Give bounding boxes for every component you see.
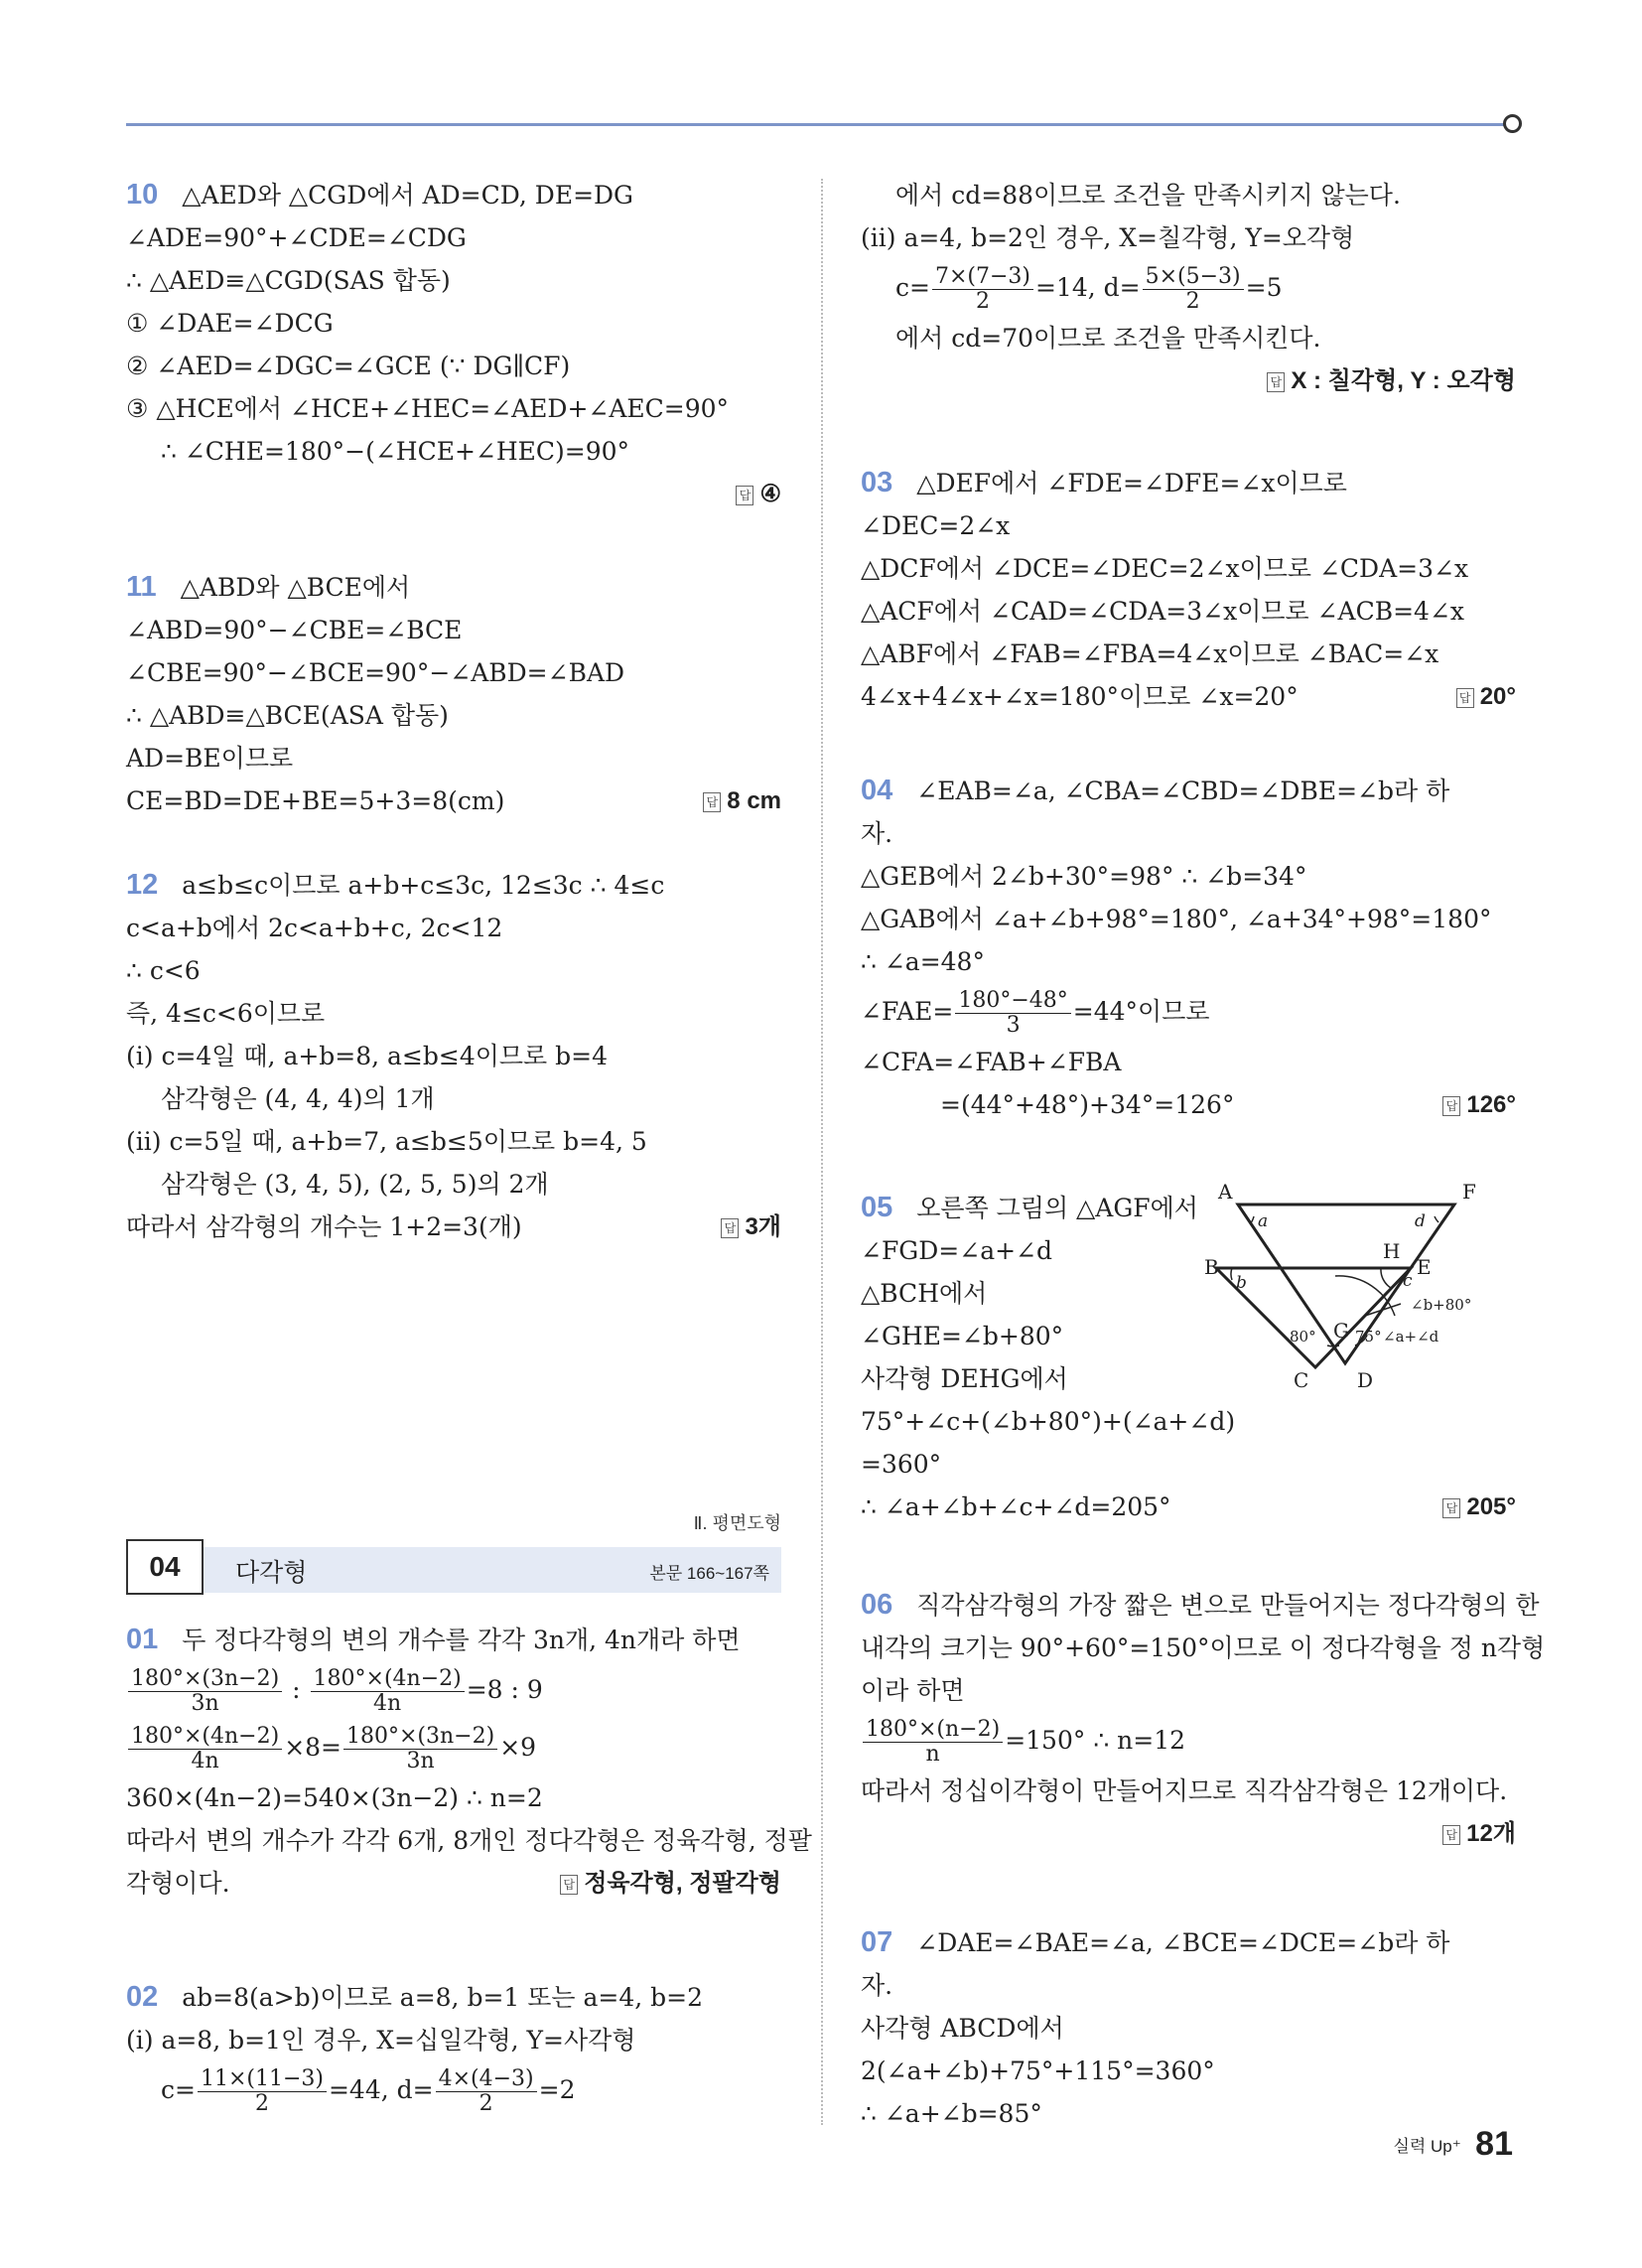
top-rule [126, 123, 1514, 126]
equation-line: c= $\frac{11\times(11-3)}{2}$ =44, d= $\frac{4\times(4-3)}{2}$ =2 [161, 2066, 576, 2116]
text-line: 사각형 DEHG에서 [861, 1364, 1068, 1393]
fraction: $\frac{180^\circ\times(4n-2)}{4n}$ [128, 1725, 282, 1773]
answer: 답 20° [1456, 675, 1516, 718]
equation-line: c= $\frac{7\times(7-3)}{2}$ =14, d= $\frac{5\times(5-3)}{2}$ =5 [895, 264, 1283, 314]
text-line: (ⅱ) c=5일 때, a+b=7, a≤b≤5이므로 b=4, 5 [126, 1127, 647, 1156]
fraction: $\frac{4\times(4-3)}{2}$ [436, 2067, 537, 2116]
text-line: ∠CBE=90°−∠BCE=90°−∠ABD=∠BAD [126, 658, 625, 687]
problem-number: 02 [126, 1981, 159, 2013]
text-line: ab=8(a>b)이므로 a=8, b=1 또는 a=4, b=2 [182, 1983, 703, 2012]
problem-number: 04 [861, 775, 893, 806]
angle-label: a [1258, 1211, 1269, 1231]
text-line: △DCF에서 ∠DCE=∠DEC=2∠x이므로 ∠CDA=3∠x [861, 554, 1469, 583]
text-line: ∴ △ABD≡△BCE(ASA 합동) [126, 701, 449, 730]
text-line: ∴ ∠a+∠b=85° [861, 2099, 1042, 2128]
section-page-ref: 본문 166~167쪽 [649, 1564, 769, 1583]
answer-icon: 답 [1442, 1096, 1460, 1116]
text-line: (ⅰ) a=8, b=1인 경우, X=십일각형, Y=사각형 [126, 2026, 636, 2055]
answer: 답 126° [1442, 1083, 1516, 1126]
problem-02-continued [861, 174, 1516, 402]
text-line: ∠CFA=∠FAB+∠FBA [861, 1048, 1122, 1076]
text-line: 두 정다각형의 변의 개수를 각각 3n개, 4n개라 하면 [182, 1626, 741, 1654]
text-line: 삼각형은 (3, 4, 5), (2, 5, 5)의 2개 [161, 1170, 549, 1199]
text-line: 360×(4n−2)=540×(3n−2) ∴ n=2 [126, 1783, 543, 1812]
answer: 답 8 cm [703, 780, 781, 822]
page-number: 81 [1475, 2125, 1513, 2163]
fraction: $\frac{11\times(11-3)}{2}$ [198, 2067, 327, 2116]
angle-80-arc [1327, 1346, 1339, 1347]
unit-label: Ⅱ. 평면도형 [693, 1513, 781, 1533]
answer-icon: 답 [736, 486, 753, 505]
text-line: 자. [861, 1971, 893, 2000]
angle-label: 80° [1290, 1328, 1316, 1346]
answer: 답 X : 칠각형, Y : 오각형 [861, 359, 1516, 402]
problem-06 [861, 1584, 1546, 1855]
angle-label: b [1236, 1273, 1247, 1293]
text-line: 즉, 4≤c<6이므로 [126, 999, 326, 1028]
problem-12 [126, 864, 781, 1248]
angle-label: ∠a+∠d [1383, 1328, 1439, 1346]
problem-number: 07 [861, 1926, 893, 1958]
text-line: 각형이다. 답 정육각형, 정팔각형 [126, 1862, 781, 1905]
column-divider [821, 179, 823, 2125]
triangle-figure [1204, 1177, 1534, 1395]
vertex-label: G [1333, 1319, 1349, 1343]
text-line: ∠DAE=∠BAE=∠a, ∠BCE=∠DCE=∠b라 하 [916, 1928, 1450, 1957]
text-line: ∴ △AED≡△CGD(SAS 합동) [126, 266, 451, 295]
text-line: ∠FGD=∠a+∠d [861, 1236, 1053, 1265]
answer: 답 12개 [861, 1812, 1516, 1855]
text-line: △ABD와 △BCE에서 [180, 573, 411, 602]
answer-icon: 답 [1456, 688, 1474, 708]
answer-icon: 답 [703, 792, 721, 812]
vertex-label: B [1204, 1255, 1219, 1279]
text-line: 에서 cd=70이므로 조건을 만족시킨다. [895, 324, 1321, 353]
angle-label: ∠b+80° [1411, 1296, 1472, 1314]
text-line: 삼각형은 (4, 4, 4)의 1개 [161, 1084, 435, 1113]
text-line: 따라서 변의 개수가 각각 6개, 8개인 정다각형은 정육각형, 정팔 [126, 1826, 812, 1855]
problem-04 [861, 770, 1516, 1126]
vertex-label: C [1294, 1368, 1309, 1392]
text-line: 사각형 ABCD에서 [861, 2014, 1064, 2043]
text-line: ∴ ∠a=48° [861, 947, 985, 976]
section-header [126, 1509, 781, 1599]
problem-number: 03 [861, 467, 893, 498]
text-line: ∴ ∠CHE=180°−(∠HCE+∠HEC)=90° [161, 437, 630, 466]
problem-10 [126, 174, 781, 515]
answer: 답 ④ [126, 473, 781, 515]
angle-label: 75° [1355, 1328, 1382, 1346]
text-line: ∠GHE=∠b+80° [861, 1322, 1064, 1350]
problem-number: 11 [126, 571, 157, 603]
section-title: 다각형 [235, 1559, 308, 1587]
fraction: $\frac{7\times(7-3)}{2}$ [932, 265, 1033, 314]
top-rule-dot [1503, 114, 1522, 133]
text-line: 오른쪽 그림의 △AGF에서 [916, 1194, 1198, 1222]
angle-label: d [1415, 1211, 1426, 1231]
text-line: 이라 하면 [861, 1676, 965, 1705]
answer-icon: 답 [1442, 1825, 1460, 1845]
answer: 답 정육각형, 정팔각형 [560, 1862, 781, 1905]
vertex-label: D [1357, 1368, 1374, 1392]
text-line: 에서 cd=88이므로 조건을 만족시키지 않는다. [895, 181, 1401, 210]
angle-label: c [1403, 1271, 1413, 1291]
text-line: 2(∠a+∠b)+75°+115°=360° [861, 2056, 1215, 2085]
text-line: 직각삼각형의 가장 짧은 변으로 만들어지는 정다각형의 한 [916, 1591, 1540, 1620]
problem-01 [126, 1619, 812, 1905]
fraction: $\frac{180^\circ\times(4n-2)}{4n}$ [311, 1667, 465, 1716]
answer-icon: 답 [1442, 1498, 1460, 1518]
equation-line: ∠FAE= $\frac{180^\circ-48^\circ}{3}$ =44°이므로 [861, 988, 1210, 1038]
text-line: =360° [861, 1450, 942, 1479]
section-number: 04 [126, 1539, 204, 1595]
text-line: (ⅱ) a=4, b=2인 경우, X=칠각형, Y=오각형 [861, 223, 1355, 252]
angle-c-arc [1381, 1268, 1391, 1288]
equation-line: $\frac{180^\circ\times(n-2)}{n}$ =150° ∴ n=12 [861, 1712, 1516, 1770]
answer: 답 205° [1442, 1486, 1516, 1528]
text-line: ① ∠DAE=∠DCG [126, 309, 334, 338]
brand-label: 실력 Up⁺ [1393, 2137, 1461, 2156]
vertex-label: H [1383, 1239, 1401, 1263]
problem-number: 10 [126, 179, 159, 211]
text-line: △ABF에서 ∠FAB=∠FBA=4∠x이므로 ∠BAC=∠x [861, 639, 1439, 668]
equation-line: $\frac{180^\circ\times(3n-2)}{3n}$ : $\frac{180^\circ\times(4n-2)}{4n}$ =8 : 9 [126, 1661, 781, 1719]
text-line: 따라서 삼각형의 개수는 1+2=3(개) 답 3개 [126, 1205, 781, 1248]
angle-b-arc [1231, 1268, 1232, 1280]
text-line: ③ △HCE에서 ∠HCE+∠HEC=∠AED+∠AEC=90° [126, 394, 730, 423]
text-line: (ⅰ) c=4일 때, a+b=8, a≤b≤4이므로 b=4 [126, 1042, 609, 1070]
text-line: =(44°+48°)+34°=126° 답 126° [861, 1083, 1516, 1126]
fraction: $\frac{180^\circ\times(3n-2)}{3n}$ [343, 1725, 497, 1773]
text-line: a≤b≤c이므로 a+b+c≤3c, 12≤3c ∴ 4≤c [182, 871, 665, 900]
text-line: ∠ADE=90°+∠CDE=∠CDG [126, 223, 467, 252]
text-line: ∠ABD=90°−∠CBE=∠BCE [126, 616, 463, 644]
text-line: ∠DEC=2∠x [861, 511, 1011, 540]
text-line: 자. [861, 819, 893, 848]
fraction: $\frac{180^\circ\times(3n-2)}{3n}$ [128, 1667, 282, 1716]
problem-number: 12 [126, 869, 159, 901]
text-line: △GAB에서 ∠a+∠b+98°=180°, ∠a+34°+98°=180° [861, 905, 1492, 933]
answer-icon: 답 [721, 1218, 739, 1238]
vertex-label: A [1218, 1180, 1233, 1204]
problem-02 [126, 1976, 781, 2119]
text-line: ∴ c<6 [126, 956, 201, 985]
problem-11 [126, 566, 781, 822]
text-line: AD=BE이므로 [126, 744, 294, 773]
text-line: CE=BD=DE+BE=5+3=8(cm) 답 8 cm [126, 780, 781, 822]
text-line: 따라서 정십이각형이 만들어지므로 직각삼각형은 12개이다. [861, 1776, 1508, 1805]
text-line: △GEB에서 2∠b+30°=98° ∴ ∠b=34° [861, 862, 1307, 891]
page-footer [1393, 2125, 1513, 2164]
text-line: 내각의 크기는 90°+60°=150°이므로 이 정다각형을 정 n각형 [861, 1633, 1546, 1662]
text-line: ② ∠AED=∠DGC=∠GCE (∵ DG∥CF) [126, 352, 571, 380]
angle-d-arc [1435, 1216, 1438, 1222]
problem-number: 06 [861, 1589, 893, 1621]
vertex-label: F [1462, 1180, 1476, 1204]
text-line: △ACF에서 ∠CAD=∠CDA=3∠x이므로 ∠ACB=4∠x [861, 597, 1464, 626]
answer-icon: 답 [1267, 372, 1285, 392]
text-line: △AED와 △CGD에서 AD=CD, DE=DG [182, 181, 634, 210]
problem-07 [861, 1921, 1516, 2135]
text-line: 75°+∠c+(∠b+80°)+(∠a+∠d) [861, 1407, 1236, 1436]
equation-line: $\frac{180^\circ\times(4n-2)}{4n}$ ×8= $\frac{180^\circ\times(3n-2)}{3n}$ ×9 [126, 1719, 781, 1776]
problem-03 [861, 462, 1516, 718]
answer-icon: 답 [560, 1875, 578, 1895]
fraction: $\frac{180^\circ-48^\circ}{3}$ [955, 989, 1070, 1038]
problem-number: 01 [126, 1624, 159, 1655]
vertex-label: E [1417, 1255, 1432, 1279]
text-line: △BCH에서 [861, 1279, 988, 1308]
fraction: $\frac{180^\circ\times(n-2)}{n}$ [863, 1718, 1003, 1767]
text-line: △DEF에서 ∠FDE=∠DFE=∠x이므로 [916, 469, 1347, 497]
problem-number: 05 [861, 1192, 893, 1223]
fraction: $\frac{5\times(5-3)}{2}$ [1143, 265, 1244, 314]
answer: 답 3개 [721, 1205, 781, 1248]
text-line: 4∠x+4∠x+∠x=180°이므로 ∠x=20° 답 20° [861, 675, 1516, 718]
text-line: c<a+b에서 2c<a+b+c, 2c<12 [126, 914, 503, 942]
text-line: ∠EAB=∠a, ∠CBA=∠CBD=∠DBE=∠b라 하 [916, 777, 1450, 805]
text-line: ∴ ∠a+∠b+∠c+∠d=205° 답 205° [861, 1486, 1516, 1528]
